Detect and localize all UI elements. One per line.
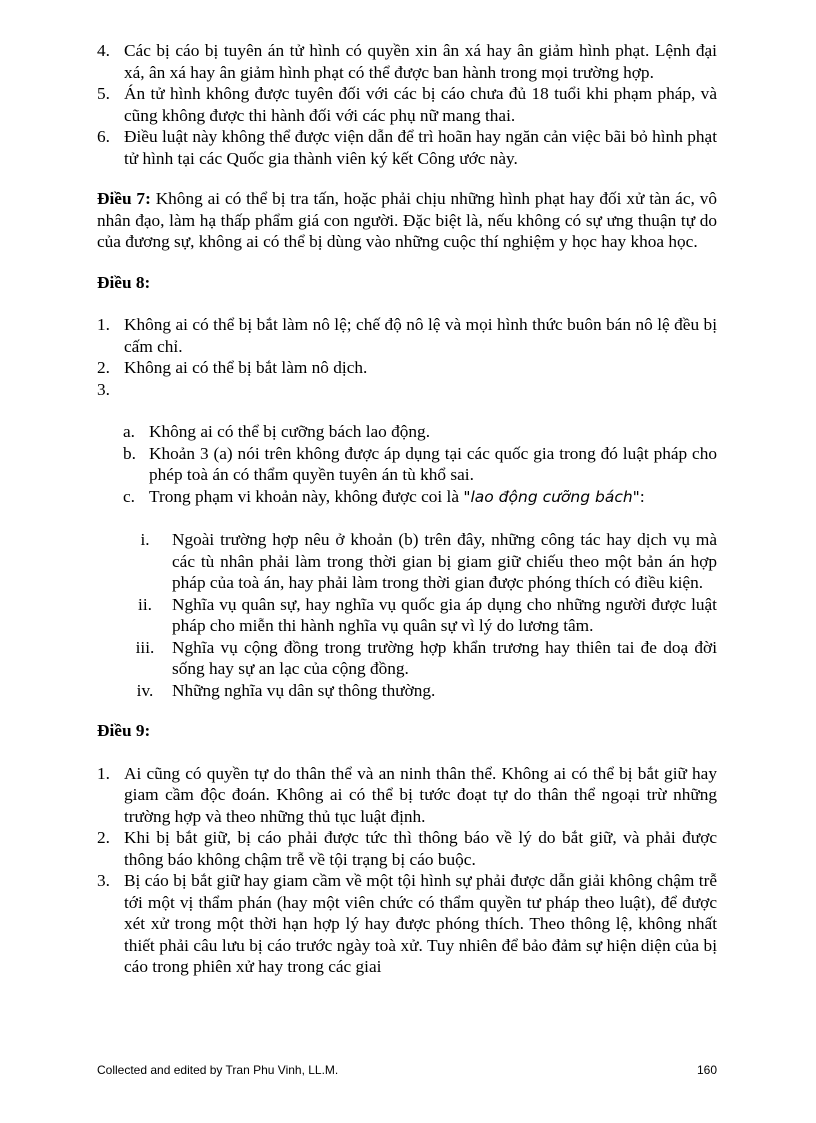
list-text: Không ai có thể bị bắt làm nô lệ; chế độ nô lệ và mọi hình thức buôn bán nô lệ đều bị cấm chỉ. xyxy=(124,315,717,356)
list-number: 1. xyxy=(97,763,110,783)
article-7-text: Không ai có thể bị tra tấn, hoặc phải chịu những hình phạt hay đối xử tàn ác, vô nhân đạo, làm hạ thấp phẩm giá con người. Đặc biệt là, nếu không có sự ưng thuận tự do của đương sự, không ai có thể bị dùng vào những cuộc thí nghiệm y học hay khoa học. xyxy=(97,189,717,251)
sub-letter: b. xyxy=(123,443,136,463)
footer-credit: Collected and edited by Tran Phu Vinh, LL.M. xyxy=(97,1063,339,1077)
roman-text: Những nghĩa vụ dân sự thông thường. xyxy=(172,680,436,700)
roman-number: iii. xyxy=(135,637,155,657)
roman-item xyxy=(97,529,717,594)
list-number: 3. xyxy=(97,379,110,399)
list-item xyxy=(97,314,717,357)
list-item xyxy=(97,870,717,978)
list-text: Án tử hình không được tuyên đối với các bị cáo chưa đủ 18 tuổi khi phạm pháp, và cũng không được thi hành đối với các phụ nữ mang thai. xyxy=(124,84,717,125)
list-item xyxy=(97,379,717,401)
roman-text: Nghĩa vụ cộng đồng trong trường hợp khẩn trương hay thiên tai đe doạ đời sống hay sự an lạc của cộng đồng. xyxy=(172,637,717,678)
sub-quote: "lao động cưỡng bách" xyxy=(463,487,640,506)
list-number: 3. xyxy=(97,871,110,890)
page-body xyxy=(97,40,717,978)
roman-item xyxy=(97,680,717,702)
list-text: Ai cũng có quyền tự do thân thể và an ninh thân thể. Không ai có thể bị bắt giữ hay giam cầm độc đoán. Không ai có thể bị tước đoạt tự do thân thể ngoại trừ những trường hợp và theo những thủ tục luật định. xyxy=(124,763,717,826)
roman-number: i. xyxy=(140,530,150,549)
list-item xyxy=(97,357,717,379)
sub-item xyxy=(97,421,717,443)
roman-text: Nghĩa vụ quân sự, hay nghĩa vụ quốc gia áp dụng cho những người được luật pháp cho miễn thi hành nghĩa vụ quân sự vì lý do lương tâm. xyxy=(172,594,717,635)
article-7-paragraph xyxy=(97,188,717,253)
list-number: 6. xyxy=(97,127,110,146)
sub-text: Không ai có thể bị cưỡng bách lao động. xyxy=(149,422,431,441)
list-item xyxy=(97,126,717,169)
list-item xyxy=(97,83,717,126)
sub-text: Trong phạm vi khoản này, không được coi là xyxy=(149,486,464,506)
roman-text: Ngoài trường hợp nêu ở khoản (b) trên đây, những công tác hay dịch vụ mà các tù nhân phải làm trong thời gian bị giam giữ chiếu theo một bản án hợp pháp của toà án, hay phải làm trong thời gian được phóng thích có điều kiện. xyxy=(172,530,717,592)
sub-tail: : xyxy=(639,486,645,506)
list-text: Không ai có thể bị bắt làm nô dịch. xyxy=(124,358,368,377)
list-item xyxy=(97,763,717,828)
sub-item xyxy=(97,486,717,509)
sub-item xyxy=(97,443,717,486)
page-number: 160 xyxy=(696,1063,717,1077)
roman-item xyxy=(97,594,717,637)
roman-number: ii. xyxy=(138,594,152,614)
list-text: Điều luật này không thể được viện dẫn để trì hoãn hay ngăn cản việc bãi bỏ hình phạt tử hình tại các Quốc gia thành viên ký kết Công ước này. xyxy=(124,127,717,168)
list-number: 2. xyxy=(97,358,110,377)
list-number: 4. xyxy=(97,41,110,60)
list-text: Bị cáo bị bắt giữ hay giam cầm về một tội hình sự phải được dẫn giải không chậm trễ tới một vị thẩm phán (hay một viên chức có thẩm quyền tư pháp theo luật), để được xét xử trong một thời hạn hợp lý hay được phóng thích. Theo thông lệ, không nhất thiết phải câu lưu bị cáo trước ngày toà xử. Tuy nhiên để bảo đảm sự hiện diện của bị cáo trong phiên xử hay trong các giai xyxy=(124,871,717,976)
article-7-title: Điều 7: xyxy=(97,189,151,208)
roman-item xyxy=(97,637,717,680)
list-item xyxy=(97,827,717,870)
list-text xyxy=(124,380,128,399)
sub-text: Khoản 3 (a) nói trên không được áp dụng tại các quốc gia trong đó luật pháp cho phép toà án có thẩm quyền tuyên án tù khổ sai. xyxy=(149,443,717,484)
roman-number: iv. xyxy=(136,680,154,700)
list-number: 5. xyxy=(97,84,110,103)
list-text: Các bị cáo bị tuyên án tử hình có quyền xin ân xá hay ân giảm hình phạt. Lệnh đại xá, ân xá hay ân giảm hình phạt có thể được ban hành trong mọi trường hợp. xyxy=(124,41,717,82)
list-text: Khi bị bắt giữ, bị cáo phải được tức thì thông báo về lý do bắt giữ, và phải được thông báo không chậm trễ về tội trạng bị cáo buộc. xyxy=(124,828,717,869)
article-8-title: Điều 8: xyxy=(97,272,151,292)
article-9-title: Điều 9: xyxy=(97,721,151,740)
list-number: 2. xyxy=(97,828,110,847)
list-item xyxy=(97,40,717,83)
sub-letter: a. xyxy=(123,422,135,441)
list-number: 1. xyxy=(97,315,110,334)
sub-letter: c. xyxy=(123,486,135,506)
